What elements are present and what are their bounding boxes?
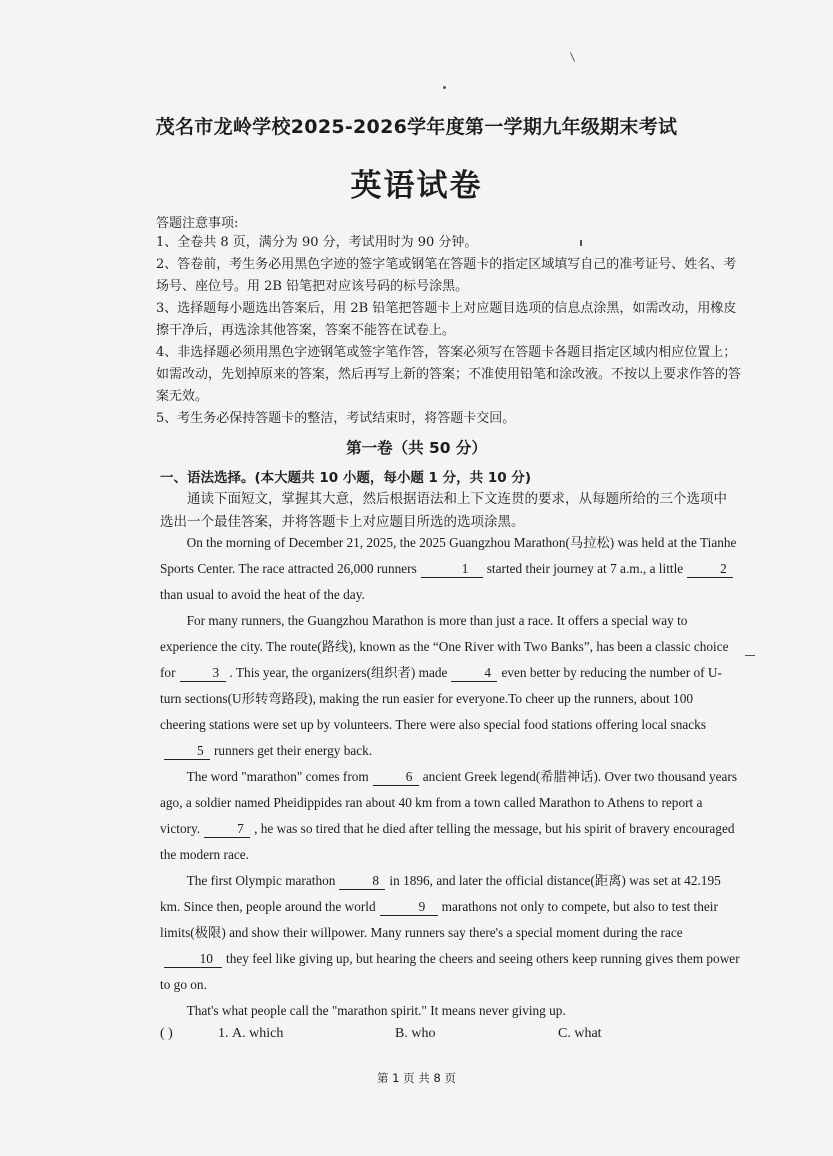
passage-text: On the morning of December 21, 2025, the 2025 Guangzhou Marathon(马拉松) was held at the Tianhe Sports Center. The race attracted 26,000 runners <box>160 535 737 576</box>
note-item: 5、考生务必保持答题卡的整洁，考试结束时，将答题卡交回。 <box>156 411 516 426</box>
passage-text: marathons not only to compete, but also to test their limits(极限) and show their willpower. Many runners say there's a special moment during the race <box>160 899 718 940</box>
blank-3: 3 <box>180 665 226 682</box>
passage-paragraph-4 <box>160 868 740 998</box>
passage-text: even better by reducing the number of U-turn sections(U形转弯路段), making the run easier for everyone.To cheer up the runners, about 100 cheering stations were set up by volunteers. There were also special food stations offering local snacks <box>160 665 722 732</box>
passage-text: For many runners, the Guangzhou Marathon is more than just a race. It offers a special way to experience the city. The route(路线), known as the “One River with Two Banks”, has been a classic choice for <box>160 613 729 680</box>
blank-9: 9 <box>380 899 438 916</box>
answer-paren: ( ) <box>160 1026 173 1041</box>
blank-2: 2 <box>687 561 733 578</box>
scan-speck <box>570 52 575 61</box>
notes-heading: 答题注意事项: <box>156 216 239 231</box>
blank-6: 6 <box>373 769 419 786</box>
passage-text: they feel like giving up, but hearing the cheers and seeing others keep running gives them power to go on. <box>160 951 740 992</box>
part-instructions: 通读下面短文，掌握其大意，然后根据语法和上下文连贯的要求，从每题所给的三个选项中选出一个最佳答案，并将答题卡上对应题目所选的选项涂黑。 <box>160 491 727 530</box>
passage-text: The first Olympic marathon <box>186 873 336 888</box>
option-c: C. what <box>558 1026 602 1041</box>
exam-subtitle: 英语试卷 <box>350 168 483 204</box>
scan-speck <box>580 240 582 246</box>
passage-text: The word "marathon" comes from <box>186 769 369 784</box>
page-footer: 第 1 页 共 8 页 <box>377 1071 456 1085</box>
exam-title: 茂名市龙岭学校2025-2026学年度第一学期九年级期末考试 <box>155 116 678 138</box>
note-item: 2、答卷前，考生务必用黑色字迹的签字笔或钢笔在答题卡的指定区域填写自己的准考证号、姓名、考场号、座位号。用 2B 铅笔把对应该号码的标号涂黑。 <box>156 257 737 294</box>
section-title: 第一卷（共 50 分） <box>346 439 487 457</box>
scan-speck <box>745 655 755 656</box>
option-b: B. who <box>395 1026 436 1041</box>
blank-4: 4 <box>451 665 497 682</box>
passage-text: in 1896, and later the official distance(距离) was set at 42.195 km. Since then, people around the world <box>160 873 721 914</box>
passage-text: , he was so tired that he died after telling the message, but his spirit of bravery encouraged the modern race. <box>160 821 735 862</box>
passage-text: runners get their energy back. <box>214 743 373 758</box>
passage-paragraph-2 <box>160 608 740 764</box>
blank-8: 8 <box>339 873 385 890</box>
passage-paragraph-5: That's what people call the "marathon spirit." It means never giving up. <box>186 1003 566 1018</box>
passage-text: ancient Greek legend(希腊神话). Over two thousand years ago, a soldier named Pheidippides ran about 40 km from a town called Marathon to Athens to report a victory. <box>160 769 738 836</box>
blank-5: 5 <box>164 743 210 760</box>
passage-text: than usual to avoid the heat of the day. <box>160 587 365 602</box>
question-number: 1. <box>218 1026 229 1041</box>
blank-1: 1 <box>421 561 483 578</box>
passage-paragraph-1 <box>160 530 740 608</box>
part-heading: 一、语法选择。(本大题共 10 小题，每小题 1 分，共 10 分) <box>160 470 532 486</box>
scan-speck <box>443 86 446 89</box>
passage-text: started their journey at 7 a.m., a little <box>486 561 684 576</box>
passage-paragraph-3 <box>160 764 740 868</box>
note-item: 3、选择题每小题选出答案后，用 2B 铅笔把答题卡上对应题目选项的信息点涂黑，如需改动，用橡皮擦干净后，再选涂其他答案，答案不能答在试卷上。 <box>156 301 737 338</box>
question-1-options <box>160 1026 750 1048</box>
passage-text: . This year, the organizers(组织者) made <box>229 665 448 680</box>
option-a: A. which <box>232 1026 284 1041</box>
note-item: 1、全卷共 8 页，满分为 90 分，考试用时为 90 分钟。 <box>156 235 478 250</box>
blank-10: 10 <box>164 951 222 968</box>
note-item: 4、非选择题必须用黑色字迹钢笔或签字笔作答，答案必须写在答题卡各题目指定区域内相应位置上；如需改动，先划掉原来的答案，然后再写上新的答案；不准使用铅笔和涂改液。不按以上要求作答的答案无效。 <box>156 345 742 404</box>
blank-7: 7 <box>204 821 250 838</box>
